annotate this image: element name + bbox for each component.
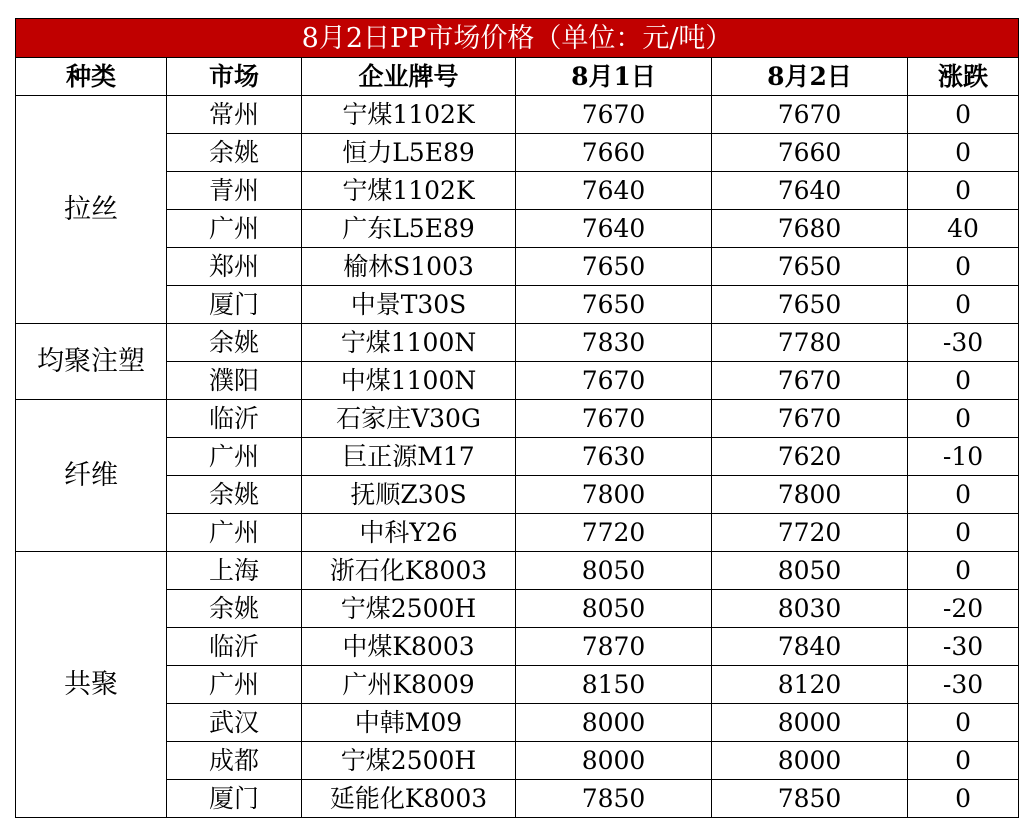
header-market: 市场	[167, 58, 302, 96]
change-cell: 0	[908, 362, 1019, 400]
market-cell: 濮阳	[167, 362, 302, 400]
grade-cell: 中煤K8003	[302, 628, 516, 666]
change-cell: 0	[908, 96, 1019, 134]
grade-cell: 宁煤1100N	[302, 324, 516, 362]
grade-cell: 宁煤1102K	[302, 96, 516, 134]
grade-cell: 抚顺Z30S	[302, 476, 516, 514]
aug2-price-cell: 8050	[712, 552, 908, 590]
aug1-price-cell: 7720	[516, 514, 712, 552]
aug2-price-cell: 7620	[712, 438, 908, 476]
aug2-price-cell: 7680	[712, 210, 908, 248]
price-table	[15, 18, 1019, 818]
market-cell: 常州	[167, 96, 302, 134]
table-row	[16, 248, 1019, 286]
change-cell: -30	[908, 628, 1019, 666]
aug1-price-cell: 7630	[516, 438, 712, 476]
aug1-price-cell: 7800	[516, 476, 712, 514]
aug2-price-cell: 8120	[712, 666, 908, 704]
change-cell: -10	[908, 438, 1019, 476]
aug2-price-cell: 8000	[712, 742, 908, 780]
aug2-price-cell: 8000	[712, 704, 908, 742]
grade-cell: 宁煤2500H	[302, 590, 516, 628]
aug1-price-cell: 7870	[516, 628, 712, 666]
aug2-price-cell: 7720	[712, 514, 908, 552]
aug2-price-cell: 7670	[712, 362, 908, 400]
change-cell: -20	[908, 590, 1019, 628]
header-category: 种类	[16, 58, 167, 96]
aug1-price-cell: 7670	[516, 400, 712, 438]
grade-cell: 石家庄V30G	[302, 400, 516, 438]
aug1-price-cell: 7640	[516, 172, 712, 210]
market-cell: 余姚	[167, 134, 302, 172]
grade-cell: 广州K8009	[302, 666, 516, 704]
aug1-price-cell: 7850	[516, 780, 712, 818]
aug2-price-cell: 8030	[712, 590, 908, 628]
aug1-price-cell: 7650	[516, 248, 712, 286]
table-row	[16, 666, 1019, 704]
title-row	[16, 19, 1019, 58]
market-cell: 厦门	[167, 286, 302, 324]
table-row	[16, 362, 1019, 400]
aug1-price-cell: 7830	[516, 324, 712, 362]
market-cell: 广州	[167, 210, 302, 248]
table-title: 8月2日PP市场价格（单位：元/吨）	[16, 19, 1019, 58]
market-cell: 武汉	[167, 704, 302, 742]
grade-cell: 宁煤2500H	[302, 742, 516, 780]
header-row	[16, 58, 1019, 96]
aug1-price-cell: 8150	[516, 666, 712, 704]
change-cell: -30	[908, 324, 1019, 362]
aug2-price-cell: 7800	[712, 476, 908, 514]
aug1-price-cell: 7640	[516, 210, 712, 248]
change-cell: 0	[908, 286, 1019, 324]
table-row	[16, 210, 1019, 248]
aug1-price-cell: 7660	[516, 134, 712, 172]
change-cell: 40	[908, 210, 1019, 248]
market-cell: 厦门	[167, 780, 302, 818]
table-row	[16, 476, 1019, 514]
grade-cell: 中科Y26	[302, 514, 516, 552]
aug1-price-cell: 8000	[516, 742, 712, 780]
grade-cell: 中韩M09	[302, 704, 516, 742]
category-cell: 共聚	[16, 552, 167, 818]
table-row	[16, 96, 1019, 134]
aug1-price-cell: 8000	[516, 704, 712, 742]
category-cell: 纤维	[16, 400, 167, 552]
change-cell: 0	[908, 742, 1019, 780]
aug2-price-cell: 7850	[712, 780, 908, 818]
table-row	[16, 552, 1019, 590]
table-row	[16, 286, 1019, 324]
table-row	[16, 172, 1019, 210]
aug1-price-cell: 7670	[516, 96, 712, 134]
change-cell: 0	[908, 780, 1019, 818]
grade-cell: 宁煤1102K	[302, 172, 516, 210]
header-change: 涨跌	[908, 58, 1019, 96]
table-row	[16, 438, 1019, 476]
aug2-price-cell: 7650	[712, 286, 908, 324]
market-cell: 临沂	[167, 400, 302, 438]
aug2-price-cell: 7840	[712, 628, 908, 666]
market-cell: 青州	[167, 172, 302, 210]
market-cell: 余姚	[167, 590, 302, 628]
aug2-price-cell: 7670	[712, 400, 908, 438]
table-row	[16, 324, 1019, 362]
change-cell: 0	[908, 400, 1019, 438]
aug2-price-cell: 7670	[712, 96, 908, 134]
change-cell: 0	[908, 172, 1019, 210]
change-cell: -30	[908, 666, 1019, 704]
table-row	[16, 514, 1019, 552]
market-cell: 郑州	[167, 248, 302, 286]
grade-cell: 巨正源M17	[302, 438, 516, 476]
grade-cell: 延能化K8003	[302, 780, 516, 818]
market-cell: 余姚	[167, 324, 302, 362]
grade-cell: 中煤1100N	[302, 362, 516, 400]
aug2-price-cell: 7650	[712, 248, 908, 286]
header-aug1: 8月1日	[516, 58, 712, 96]
change-cell: 0	[908, 552, 1019, 590]
aug2-price-cell: 7640	[712, 172, 908, 210]
table-row	[16, 590, 1019, 628]
table-row	[16, 400, 1019, 438]
change-cell: 0	[908, 704, 1019, 742]
market-cell: 余姚	[167, 476, 302, 514]
category-cell: 均聚注塑	[16, 324, 167, 400]
market-cell: 广州	[167, 666, 302, 704]
table-row	[16, 742, 1019, 780]
market-cell: 广州	[167, 514, 302, 552]
header-grade: 企业牌号	[302, 58, 516, 96]
grade-cell: 恒力L5E89	[302, 134, 516, 172]
aug1-price-cell: 7650	[516, 286, 712, 324]
change-cell: 0	[908, 248, 1019, 286]
market-cell: 临沂	[167, 628, 302, 666]
category-cell: 拉丝	[16, 96, 167, 324]
market-cell: 广州	[167, 438, 302, 476]
table-row	[16, 780, 1019, 818]
table-row	[16, 704, 1019, 742]
market-cell: 上海	[167, 552, 302, 590]
grade-cell: 广东L5E89	[302, 210, 516, 248]
aug1-price-cell: 7670	[516, 362, 712, 400]
table-row	[16, 134, 1019, 172]
grade-cell: 榆林S1003	[302, 248, 516, 286]
aug2-price-cell: 7780	[712, 324, 908, 362]
aug1-price-cell: 8050	[516, 552, 712, 590]
table-row	[16, 628, 1019, 666]
market-cell: 成都	[167, 742, 302, 780]
grade-cell: 浙石化K8003	[302, 552, 516, 590]
aug1-price-cell: 8050	[516, 590, 712, 628]
header-aug2: 8月2日	[712, 58, 908, 96]
change-cell: 0	[908, 134, 1019, 172]
change-cell: 0	[908, 476, 1019, 514]
aug2-price-cell: 7660	[712, 134, 908, 172]
grade-cell: 中景T30S	[302, 286, 516, 324]
change-cell: 0	[908, 514, 1019, 552]
